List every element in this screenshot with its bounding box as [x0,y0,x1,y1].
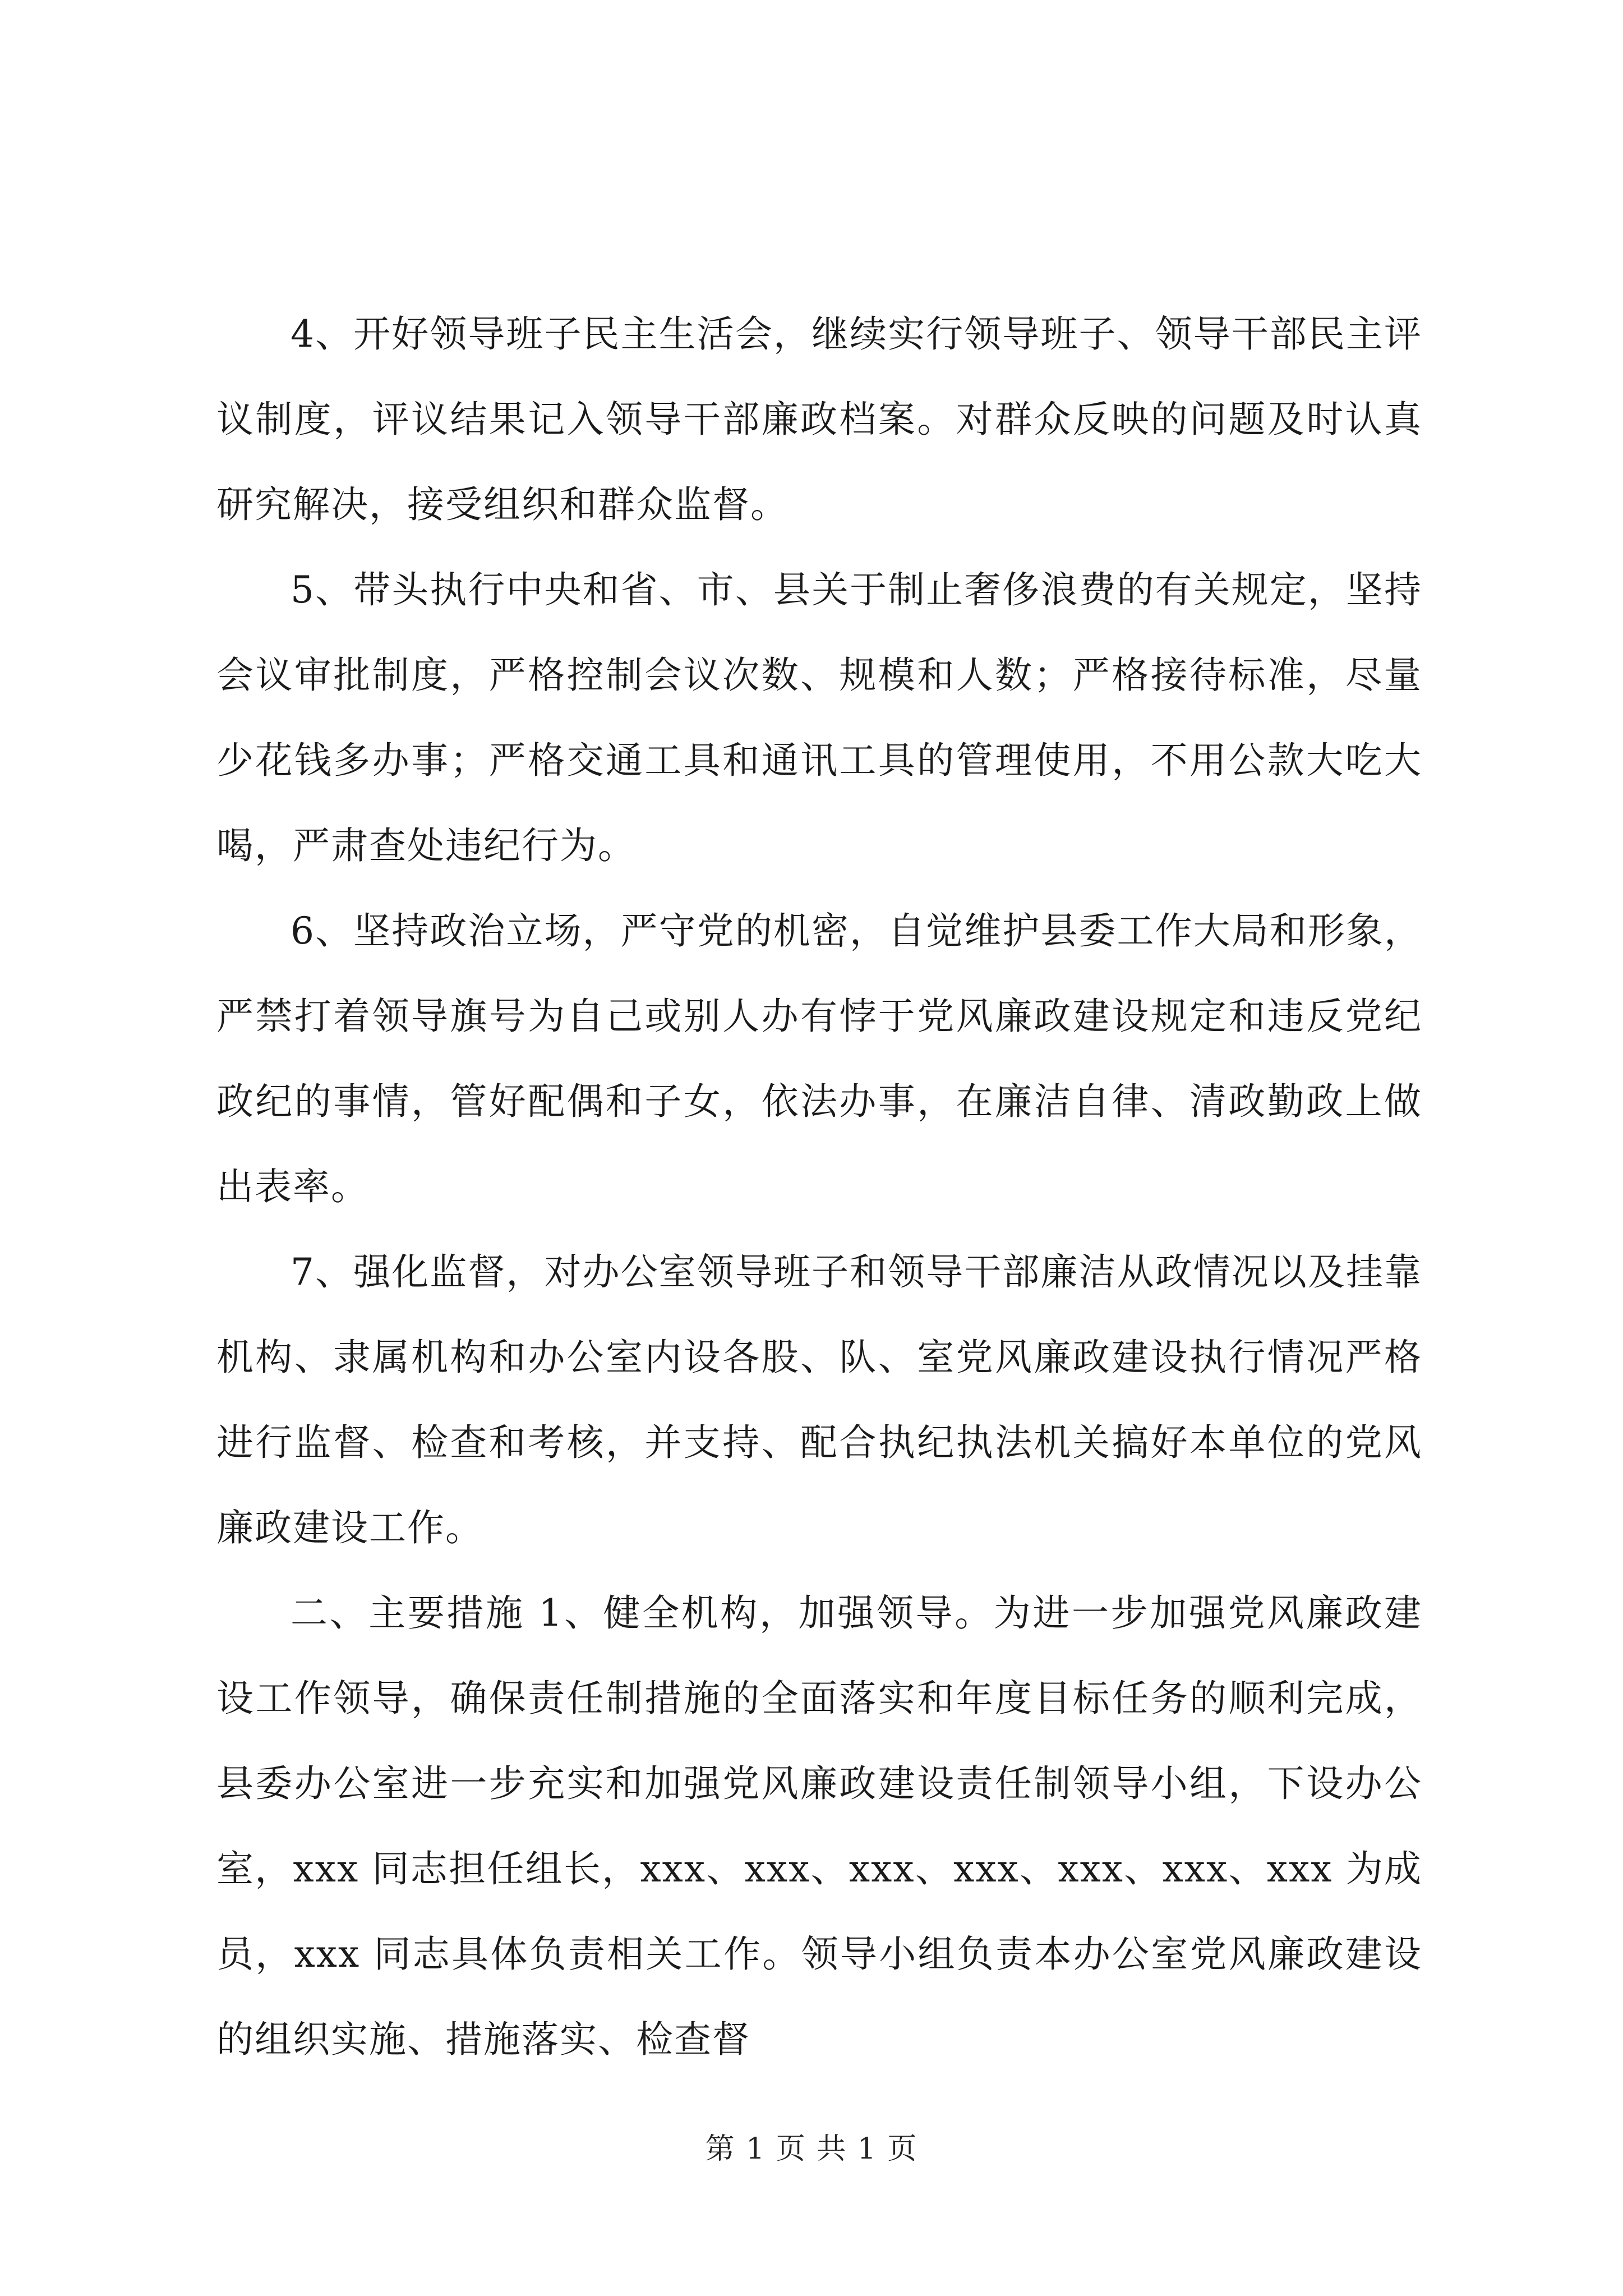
paragraph-main-measures: 二、主要措施 1、健全机构，加强领导。为进一步加强党风廉政建设工作领导，确保责任制措施的全面落实和年度目标任务的顺利完成，县委办公室进一步充实和加强党风廉政建设责任制领导小组，下设办公室，xxx 同志担任组长，xxx、xxx、xxx、xxx、xxx、xxx、xxx 为成员，xxx 同志具体负责相关工作。领导小组负责本办公室党风廉政建设的组织实施、措施落实、检查督 [216,1591,1422,2061]
page-footer: 第 1 页 共 1 页 [705,2132,918,2166]
paragraph-item-6: 6、坚持政治立场，严守党的机密，自觉维护县委工作大局和形象，严禁打着领导旗号为自己或别人办有悖于党风廉政建设规定和违反党纪政纪的事情，管好配偶和子女，依法办事，在廉洁自律、清政勤政上做出表率。 [216,909,1422,1208]
paragraph-item-7: 7、强化监督，对办公室领导班子和领导干部廉洁从政情况以及挂靠机构、隶属机构和办公室内设各股、队、室党风廉政建设执行情况严格进行监督、检查和考核，并支持、配合执纪执法机关搞好本单位的党风廉政建设工作。 [216,1250,1422,1549]
paragraph-item-5: 5、带头执行中央和省、市、县关于制止奢侈浪费的有关规定，坚持会议审批制度，严格控制会议次数、规模和人数；严格接待标准，尽量少花钱多办事；严格交通工具和通讯工具的管理使用，不用公款大吃大喝，严肃查处违纪行为。 [216,568,1422,867]
document-body [216,292,1422,2082]
paragraph-item-4: 4、开好领导班子民主生活会，继续实行领导班子、领导干部民主评议制度，评议结果记入领导干部廉政档案。对群众反映的问题及时认真研究解决，接受组织和群众监督。 [216,312,1422,526]
